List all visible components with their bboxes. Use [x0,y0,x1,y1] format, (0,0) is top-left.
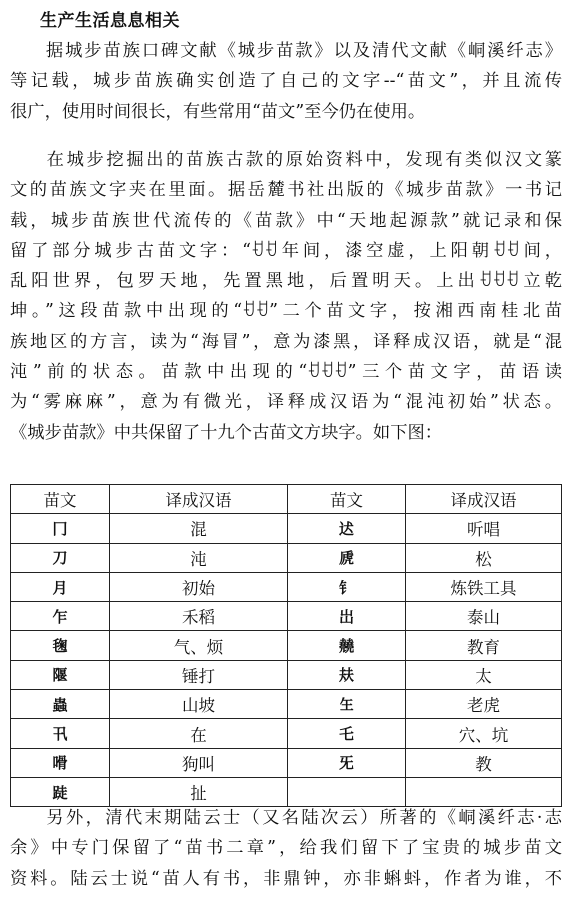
column-header: 苗文 [288,485,406,514]
miao-glyph-cell: 蟲 [11,690,110,719]
translation-cell: 气、烦 [110,631,288,660]
translation-cell: 山坡 [110,690,288,719]
miao-glyph-cell: 月 [11,572,110,601]
column-header: 译成汉语 [406,485,562,514]
translation-cell: 穴、坑 [406,719,562,748]
column-header: 苗文 [11,485,110,514]
miao-glyph-cell: 迖 [288,514,406,543]
translation-cell: 狗叫 [110,748,288,777]
miao-glyph-cell: 毱 [11,631,110,660]
miao-glyph-cell: 隁 [11,660,110,689]
translation-cell: 初始 [110,572,288,601]
text-line: 留了部分城步古苗文字：“ꀀꀀ年间，漆空虚，上阳朝ꀀꀀ间， [10,240,562,261]
text-line: 沌”前的状态。苗款中出现的“ꀀꀀꀀ”三个苗文字，苗语读 [10,362,562,383]
text-line: 等记载，城步苗族确实创造了自己的文字--“苗文”，并且流传 [10,71,562,92]
miao-glyph-cell: 刀 [11,543,110,572]
miao-glyph-cell: 嗗 [11,748,110,777]
text-line: 为“雾麻麻”，意为有微光，译释成汉语为“混沌初始”状态。 [10,392,562,413]
text-line: 余》中专门保留了“苗书二章”，给我们留下了宝贵的城步苗文 [10,838,562,859]
translation-cell: 混 [110,514,288,543]
paragraph-1 [10,36,562,127]
table-row [11,602,562,631]
paragraph-2 [10,145,562,448]
text-line: 文的苗族文字夹在里面。据岳麓书社出版的《城步苗款》一书记 [10,180,562,201]
text-line: 在城步挖掘出的苗族古款的原始资料中，发现有类似汉文篆 [44,150,562,170]
table-row [11,631,562,660]
table-header-row [11,485,562,514]
table-row [11,514,562,543]
text-line: 据城步苗族口碑文献《城步苗款》以及清代文献《峒溪纤志》 [44,41,562,61]
text-line: 《城步苗款》中共保留了十九个古苗文方块字。如下图： [10,422,443,443]
text-line: 乱阳世界，包罗天地，先置黑地，后置明天。上出ꀀꀀꀀ立乾 [10,271,562,292]
translation-cell: 沌 [110,543,288,572]
table-row [11,543,562,572]
text-line: 很广，使用时间很长，有些常用“苗文”至今仍在使用。 [10,101,426,122]
miao-glyph-cell: 岀 [288,602,406,631]
miao-glyph-cell: 钅 [288,572,406,601]
translation-cell: 教育 [406,631,562,660]
miao-glyph-table [10,484,562,807]
translation-cell: 太 [406,660,562,689]
translation-cell: 泰山 [406,602,562,631]
table-row [11,660,562,689]
column-header: 译成汉语 [110,485,288,514]
miao-glyph-cell: 乍 [11,602,110,631]
miao-glyph-cell: 跿 [11,777,110,806]
translation-cell: 教 [406,748,562,777]
miao-glyph-cell: 㚁 [288,631,406,660]
text-line: 资料。陆云士说“苗人有书，非鼎钟，亦非蝌蚪，作者为谁，不 [10,868,562,889]
section-heading: 生产生活息息相关 [40,11,180,31]
miao-glyph-cell: 旡 [288,748,406,777]
translation-cell: 老虎 [406,690,562,719]
text-line: 坤。”这段苗款中出现的“ꀀꀀ”二个苗文字，按湘西南桂北苗 [10,301,562,322]
miao-glyph-cell: 卂 [11,719,110,748]
table-row [11,572,562,601]
miao-glyph-cell: 冂 [11,514,110,543]
miao-glyph-cell: 㚘 [288,660,406,689]
table-body [11,514,562,807]
miao-glyph-cell: 虒 [288,543,406,572]
table-row [11,719,562,748]
table-row [11,748,562,777]
translation-cell: 在 [110,719,288,748]
translation-cell: 扯 [110,777,288,806]
text-line: 载，城步苗族世代流传的《苗款》中“天地起源款”就记录和保 [10,210,562,231]
translation-cell: 松 [406,543,562,572]
paragraph-3 [10,803,562,894]
text-line: 另外，清代末期陆云士（又名陆次云）所著的《峒溪纤志·志 [44,808,562,828]
miao-glyph-cell: 玍 [288,690,406,719]
table-row [11,690,562,719]
text-line: 族地区的方言，读为“海冒”，意为漆黑，译释成汉语，就是“混 [10,331,562,352]
translation-cell: 听唱 [406,514,562,543]
translation-cell: 炼铁工具 [406,572,562,601]
translation-cell: 禾稻 [110,602,288,631]
translation-cell: 锤打 [110,660,288,689]
miao-glyph-cell: 乇 [288,719,406,748]
